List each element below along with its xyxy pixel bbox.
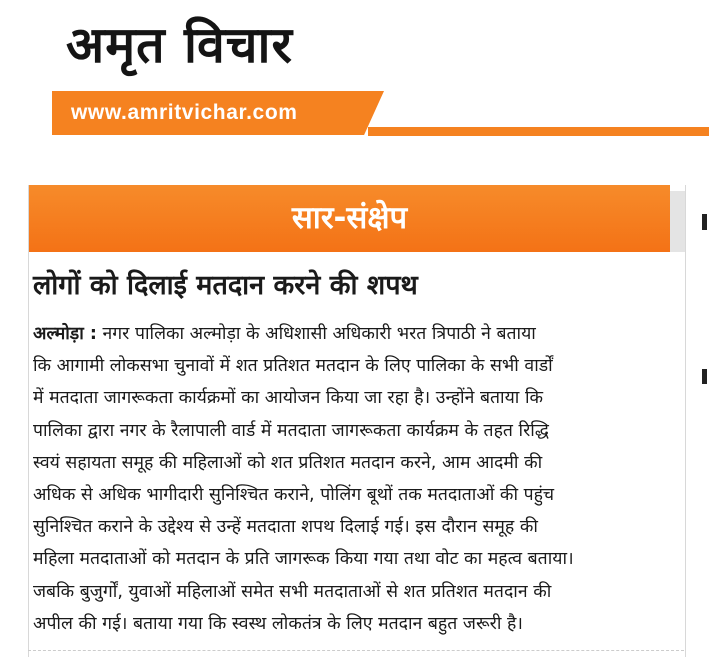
body-line-text: नगर पालिका अल्मोड़ा के अधिशासी अधिकारी भरत त्रिपाठी ने बताया (96, 324, 536, 344)
masthead-rule (368, 127, 709, 136)
body-line: अपील की गई। बताया गया कि स्वस्थ लोकतंत्र के लिए मतदान बहुत जरूरी है। (33, 613, 523, 634)
section-label: सार-संक्षेप (291, 200, 408, 236)
body-line: महिला मतदाताओं को मतदान के प्रति जागरूक किया गया तथा वोट का महत्व बताया। (33, 549, 574, 570)
body-line: में मतदाता जागरूकता कार्यक्रमों का आयोजन किया जा रहा है। उन्होंने बताया कि (33, 388, 544, 409)
adjacent-column-mark (702, 214, 707, 230)
header-band-shadow (670, 191, 685, 252)
news-brief-box (28, 185, 686, 657)
dateline: अल्मोड़ा : (33, 324, 97, 344)
website-url[interactable]: www.amritvichar.com (71, 101, 298, 124)
section-header-band (29, 185, 670, 252)
body-line: स्वयं सहायता समूह की महिलाओं को शत प्रतिशत मतदान करने, आम आदमी की (33, 452, 543, 473)
body-line: जबकि बुजुर्गों, युवाओं महिलाओं समेत सभी मतदाताओं से शत प्रतिशत मतदान की (33, 581, 552, 602)
body-line: पालिका द्वारा नगर के रैलापाली वार्ड में मतदाता जागरूकता कार्यक्रम के तहत रिद्धि (33, 420, 549, 441)
article-body (33, 318, 673, 640)
body-line: अधिक से अधिक भागीदारी सुनिश्चित कराने, पोलिंग बूथों तक मतदाताओं की पहुंच (33, 485, 555, 506)
newspaper-logo: अमृत विचार (66, 16, 293, 74)
adjacent-column-mark (702, 369, 707, 384)
article-headline: लोगों को दिलाई मतदान करने की शपथ (33, 270, 418, 301)
body-line (33, 318, 673, 350)
body-line: कि आगामी लोकसभा चुनावों में शत प्रतिशत मतदान के लिए पालिका के सभी वार्डों (33, 356, 553, 377)
cut-line (28, 650, 684, 651)
body-line: सुनिश्चित कराने के उद्देश्य से उन्हें मतदाता शपथ दिलाई गई। इस दौरान समूह की (33, 517, 538, 538)
